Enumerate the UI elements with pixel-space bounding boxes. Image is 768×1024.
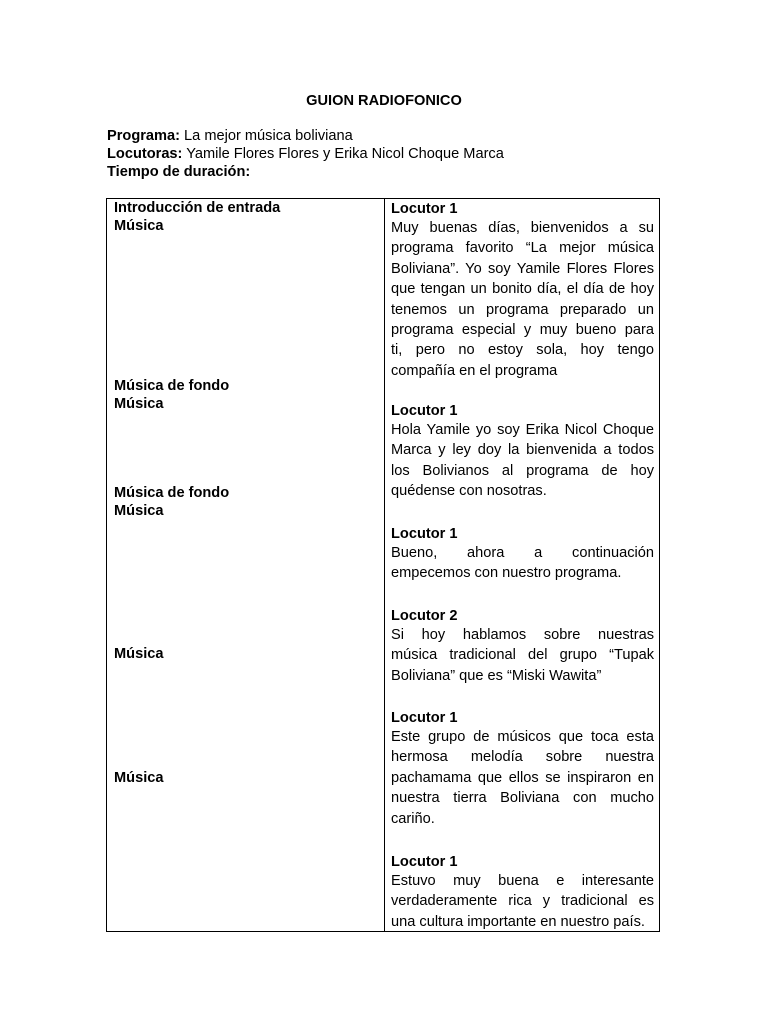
duration-line bbox=[107, 163, 250, 181]
cue-background-music: Música de fondo bbox=[114, 485, 230, 501]
speaker-label: Locutor 2 bbox=[391, 608, 458, 624]
dialogue-line: Boliviana”. Yo soy Yamile Flores Flores bbox=[391, 260, 654, 277]
dialogue-line: pachamama que ellos se inspiraron en bbox=[391, 769, 654, 786]
document-title: GUION RADIOFONICO bbox=[306, 93, 462, 109]
hosts-value: Yamile Flores Flores y Erika Nicol Choque Marca bbox=[182, 146, 504, 162]
dialogue-line: programa favorito “La mejor música bbox=[391, 240, 654, 257]
dialogue-line: hermosa melodía sobre nuestra bbox=[391, 749, 654, 766]
script-table bbox=[106, 198, 660, 932]
dialogue-line: programa especial y muy bueno para bbox=[391, 321, 654, 338]
dialogue-line: Bueno, ahora a continuación bbox=[391, 545, 654, 561]
dialogue-line: una cultura importante en nuestro país. bbox=[391, 913, 645, 930]
dialogue-block bbox=[391, 524, 654, 584]
column-divider bbox=[384, 199, 385, 931]
hosts-label: Locutoras: bbox=[107, 146, 183, 162]
dialogue-line: que tengan un bonito día, el día de hoy bbox=[391, 281, 654, 298]
dialogue-line: nuestra tierra Boliviana con mucho bbox=[391, 790, 654, 807]
dialogue-line: empecemos con nuestro programa. bbox=[391, 565, 622, 582]
cue-background-music: Música de fondo bbox=[114, 378, 230, 394]
speaker-label: Locutor 1 bbox=[391, 526, 458, 542]
speaker-label: Locutor 1 bbox=[391, 201, 458, 217]
dialogue-line: Hola Yamile yo soy Erika Nicol Choque bbox=[391, 422, 654, 438]
program-line bbox=[107, 127, 353, 145]
duration-label: Tiempo de duración: bbox=[107, 164, 251, 180]
cue-music: Música bbox=[114, 218, 164, 234]
dialogue-line: tenemos un programa preparado un bbox=[391, 301, 654, 318]
dialogue-line: Si hoy hablamos sobre nuestras bbox=[391, 627, 654, 643]
dialogue-block bbox=[391, 199, 654, 381]
dialogue-line: Muy buenas días, bienvenidos a su bbox=[391, 220, 654, 236]
dialogue-block bbox=[391, 852, 654, 932]
program-value: La mejor música boliviana bbox=[180, 128, 353, 144]
dialogue-line: ti, pero no estoy sola, hoy tengo bbox=[391, 342, 654, 359]
dialogue-block bbox=[391, 401, 654, 502]
dialogue-line: Este grupo de músicos que toca esta bbox=[391, 729, 654, 745]
cue-music: Música bbox=[114, 646, 164, 662]
hosts-line bbox=[107, 145, 504, 163]
speaker-label: Locutor 1 bbox=[391, 854, 458, 870]
dialogue-line: verdaderamente rica y tradicional es bbox=[391, 893, 654, 910]
dialogue-line: música tradicional del grupo “Tupak bbox=[391, 647, 654, 664]
dialogue-line: quédense con nosotras. bbox=[391, 483, 547, 500]
dialogue-block bbox=[391, 708, 654, 829]
cue-music: Música bbox=[114, 503, 164, 519]
cue-intro: Introducción de entrada bbox=[114, 200, 281, 216]
dialogue-line: Marca y ley doy la bienvenida a todos bbox=[391, 442, 654, 459]
cue-music: Música bbox=[114, 396, 164, 412]
program-label: Programa: bbox=[107, 128, 180, 144]
dialogue-line: Estuvo muy buena e interesante bbox=[391, 873, 654, 889]
dialogue-line: Boliviana” que es “Miski Wawita” bbox=[391, 667, 602, 684]
dialogue-line: los Bolivianos al programa de hoy bbox=[391, 462, 654, 479]
dialogue-line: cariño. bbox=[391, 810, 435, 827]
dialogue-line: compañía en el programa bbox=[391, 362, 558, 379]
cue-music: Música bbox=[114, 770, 164, 786]
dialogue-block bbox=[391, 606, 654, 686]
speaker-label: Locutor 1 bbox=[391, 403, 458, 419]
speaker-label: Locutor 1 bbox=[391, 710, 458, 726]
